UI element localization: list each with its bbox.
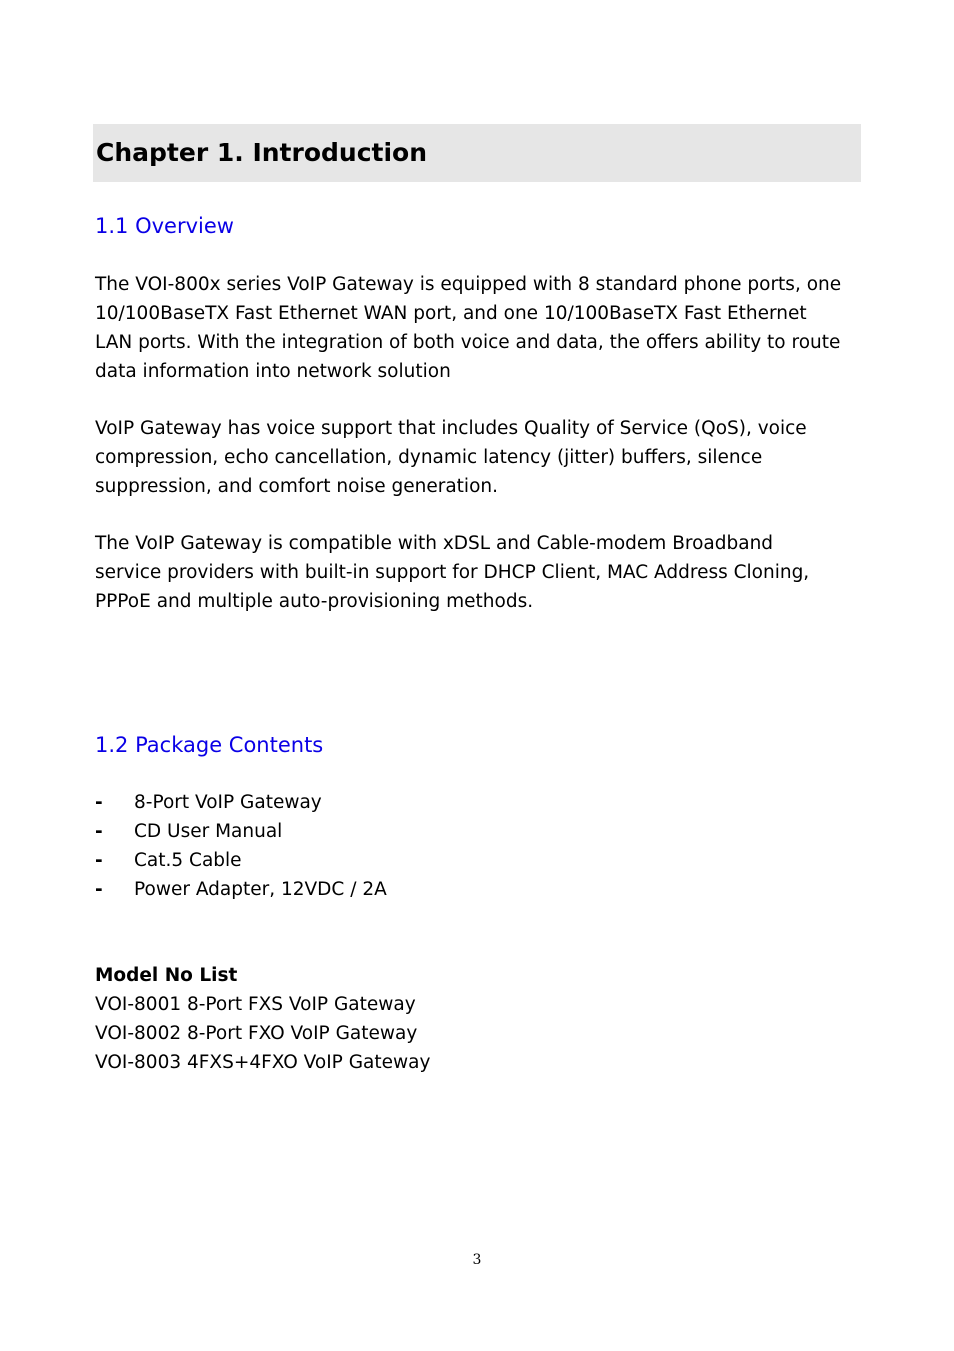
overview-paragraph-3 bbox=[95, 529, 867, 616]
paragraph-line: VoIP Gateway has voice support that includes Quality of Service (QoS), voice bbox=[95, 418, 807, 439]
paragraph-line: The VOI-800x series VoIP Gateway is equipped with 8 standard phone ports, one bbox=[95, 274, 842, 295]
model-item: VOI-8001 8-Port FXS VoIP Gateway bbox=[95, 994, 416, 1015]
paragraph-line: LAN ports. With the integration of both voice and data, the offers ability to route bbox=[95, 332, 841, 353]
paragraph-line: service providers with built-in support for DHCP Client, MAC Address Cloning, bbox=[95, 562, 810, 583]
model-list-title: Model No List bbox=[95, 965, 238, 986]
chapter-title: Chapter 1. Introduction bbox=[96, 138, 428, 167]
paragraph-line: suppression, and comfort noise generation. bbox=[95, 476, 498, 497]
bullet-dash: - bbox=[95, 850, 103, 871]
list-item-label: 8-Port VoIP Gateway bbox=[134, 792, 322, 813]
paragraph-line: data information into network solution bbox=[95, 361, 451, 382]
bullet-dash: - bbox=[95, 821, 103, 842]
model-item: VOI-8003 4FXS+4FXO VoIP Gateway bbox=[95, 1052, 431, 1073]
paragraph-line: 10/100BaseTX Fast Ethernet WAN port, and one 10/100BaseTX Fast Ethernet bbox=[95, 303, 807, 324]
list-item bbox=[95, 846, 387, 875]
list-item-label: CD User Manual bbox=[134, 821, 283, 842]
paragraph-line: The VoIP Gateway is compatible with xDSL and Cable-modem Broadband bbox=[95, 533, 774, 554]
overview-heading: 1.1 Overview bbox=[95, 214, 234, 238]
bullet-dash: - bbox=[95, 879, 103, 900]
bullet-dash: - bbox=[95, 792, 103, 813]
paragraph-line: compression, echo cancellation, dynamic latency (jitter) buffers, silence bbox=[95, 447, 763, 468]
list-item bbox=[95, 875, 387, 904]
chapter-header-bar bbox=[93, 124, 861, 182]
overview-paragraph-2 bbox=[95, 414, 867, 501]
list-item-label: Cat.5 Cable bbox=[134, 850, 242, 871]
package-contents-list bbox=[95, 788, 387, 904]
page-number: 3 bbox=[472, 1252, 482, 1268]
package-contents-heading: 1.2 Package Contents bbox=[95, 733, 324, 757]
overview-paragraph-1 bbox=[95, 270, 867, 386]
list-item bbox=[95, 817, 387, 846]
paragraph-line: PPPoE and multiple auto-provisioning methods. bbox=[95, 591, 534, 612]
list-item bbox=[95, 788, 387, 817]
list-item-label: Power Adapter, 12VDC / 2A bbox=[134, 879, 387, 900]
model-item: VOI-8002 8-Port FXO VoIP Gateway bbox=[95, 1023, 418, 1044]
model-list bbox=[95, 990, 430, 1077]
